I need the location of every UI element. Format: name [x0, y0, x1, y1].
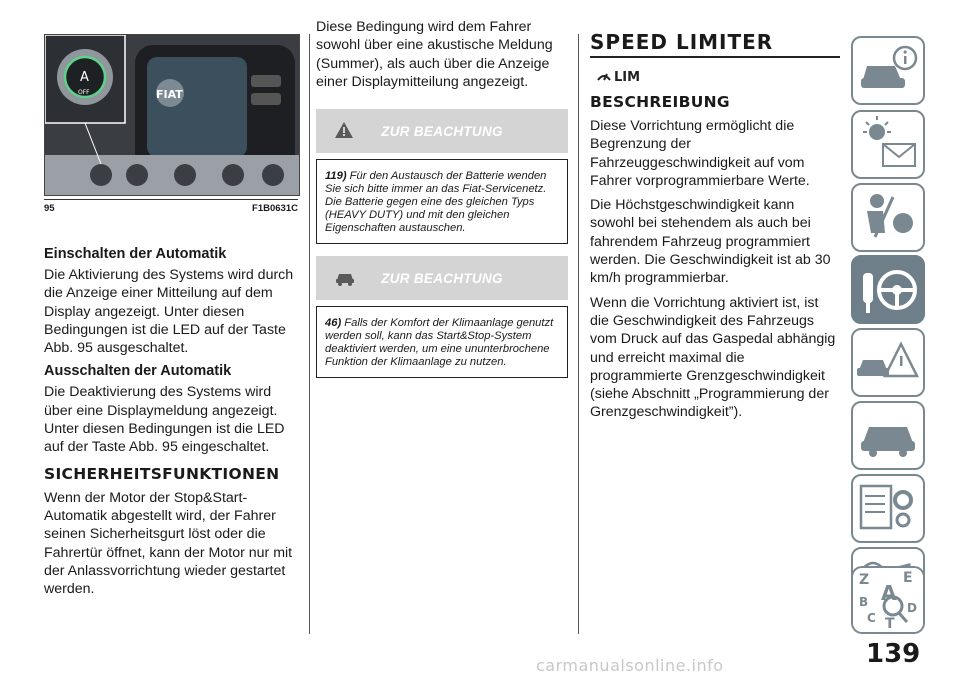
index-letter-b: B	[859, 595, 869, 609]
paragraph-ausschalten: Die Deaktivierung des Systems wird über eine Displaymeldung angezeigt. Unter diesen Bedingungen ist die LED auf der Taste Abb. 95 eingeschaltet.	[44, 384, 285, 456]
tab-emergency[interactable]	[851, 328, 925, 397]
column-1	[44, 240, 302, 604]
title-underline	[590, 56, 840, 58]
heading-einschalten: Einschalten der Automatik	[44, 246, 227, 262]
warning-text-2: Falls der Komfort der Klimaanlage genutzt werden soll, kann das Start&Stop-System deaktiviert werden, um eine ununterbrochene Funktion der Klimaanlage zu nutzen.	[325, 317, 554, 369]
paragraph-desc-2: Die Höchstgeschwindigkeit kann sowohl bei stehendem als auch bei fahrendem Fahrzeug programmiert werden. Die Geschwindigkeit ist ab 30 km/h programmierbar.	[590, 197, 831, 287]
seat-airbag-icon	[853, 185, 923, 250]
off-label: OFF	[78, 89, 90, 96]
index-letter-a: A	[881, 581, 897, 605]
warning-box-1	[316, 109, 568, 244]
index-letter-e: E	[903, 570, 913, 586]
svg-text:LIM: LIM	[614, 70, 641, 84]
index-letter-d: D	[907, 601, 917, 615]
index-letter-z: Z	[859, 572, 870, 588]
index-letter-c: C	[867, 611, 876, 625]
paragraph-sicherheitsfunktionen: Wenn der Motor der Stop&Start-Automatik abgestellt wird, der Fahrer seinen Sicherheitsgurt löst oder die Fahrertür öffnet, kann der Motor nur mit der Anlassvorrichtung wieder gestartet werden.	[44, 489, 293, 598]
warning-header-2	[316, 256, 568, 300]
tab-technical-data[interactable]	[851, 474, 925, 543]
car-environment-icon	[334, 268, 356, 291]
figure-number: 95	[44, 203, 55, 214]
heading-ausschalten: Ausschalten der Automatik	[44, 363, 232, 380]
paragraph-intro: Diese Bedingung wird dem Fahrer sowohl über eine akustische Meldung (Summer), als auch über die Anzeige einer Displaymitteilung angezeigt.	[316, 19, 553, 90]
warning-number-2: 46)	[325, 317, 342, 330]
column-3	[590, 30, 840, 428]
fiat-brand-text: FIAT	[156, 88, 183, 101]
watermark: carmanualsonline.info	[536, 656, 724, 675]
key-steering-wheel-icon	[853, 257, 923, 322]
index-letter-t: T	[885, 616, 895, 632]
tab-warning-lights[interactable]	[851, 110, 925, 179]
column-divider-2	[578, 34, 579, 634]
paragraph-einschalten: Die Aktivierung des Systems wird durch die Anzeige einer Mitteilung auf dem Display angezeigt. Unter diesen Bedingungen ist die LED auf der Taste Abb. 95 ausgeschaltet.	[44, 267, 294, 357]
tab-seat-airbag[interactable]	[851, 183, 925, 252]
column-divider-1	[309, 34, 310, 634]
start-stop-icon: A	[80, 70, 89, 85]
warning-lights-icon	[853, 112, 923, 177]
page-number: 139	[866, 639, 921, 669]
car-maintenance-icon	[853, 403, 923, 468]
warning-number-1: 119)	[325, 170, 347, 183]
warning-body-2	[316, 306, 568, 378]
paragraph-desc-1: Diese Vorrichtung ermöglicht die Begrenzung der Fahrzeuggeschwindigkeit auf vom Fahrer vorprogrammierbare Werte.	[590, 118, 810, 189]
warning-triangle-icon	[334, 121, 354, 144]
index-letters-icon	[851, 566, 925, 634]
warning-body-1	[316, 159, 568, 244]
paragraph-desc-3: Wenn die Vorrichtung aktiviert ist, ist die Geschwindigkeit des Fahrzeugs vom Druck auf das Gaspedal abhängig und erreicht maximal die programmierte Grenzgeschwindigkeit (siehe Abschnitt „Programmierung der Grenzgeschwindigkeit”).	[590, 294, 836, 421]
tab-starting-driving[interactable]	[851, 255, 925, 324]
figure-caption	[44, 199, 298, 214]
warning-title-2: ZUR BEACHTUNG	[381, 270, 503, 286]
dashboard-figure	[44, 34, 300, 196]
specs-gears-icon	[853, 476, 923, 541]
warning-text-1: Für den Austausch der Batterie wenden Sie sich bitte immer an das Fiat-Servicenetz. Die Batterie gegen eine des gleichen Typs (HEAVY DUTY) und mit den gleichen Eigenschaften austauschen.	[325, 170, 547, 235]
tab-car-info[interactable]	[851, 36, 925, 105]
column-2	[316, 18, 568, 378]
figure-code: F1B0631C	[252, 203, 298, 214]
car-info-icon	[853, 38, 923, 103]
car-accident-icon	[853, 330, 923, 395]
warning-title-1: ZUR BEACHTUNG	[381, 123, 503, 139]
tab-maintenance[interactable]	[851, 401, 925, 470]
heading-sicherheitsfunktionen: SICHERHEITSFUNKTIONEN	[44, 464, 280, 483]
warning-header-1	[316, 109, 568, 153]
warning-box-2	[316, 256, 568, 378]
section-title-speed-limiter: SPEED LIMITER	[590, 30, 774, 54]
tab-index[interactable]	[851, 566, 925, 634]
heading-beschreibung: BESCHREIBUNG	[590, 93, 730, 111]
speed-limiter-icon	[596, 66, 840, 89]
